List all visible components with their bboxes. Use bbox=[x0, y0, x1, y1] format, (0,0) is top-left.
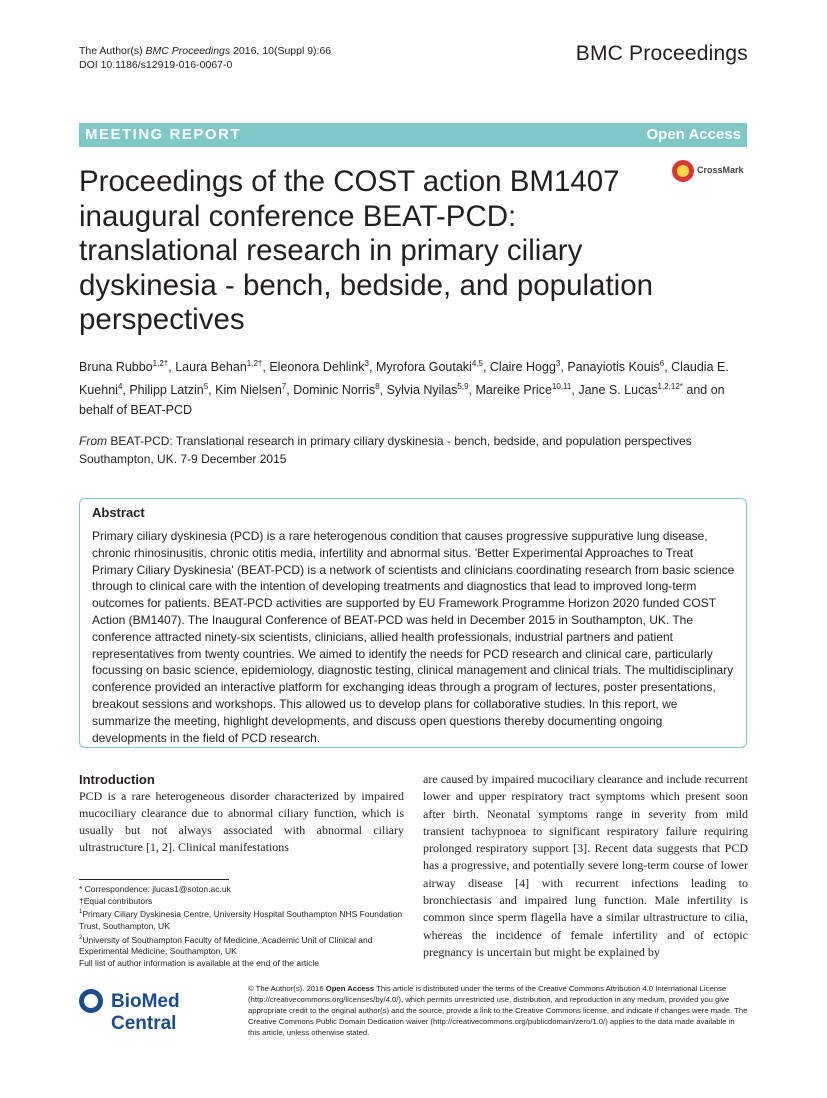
author-name: Eleonora Dehlink$^3$ bbox=[269, 359, 369, 375]
author-name: Claire Hogg$^3$ bbox=[489, 359, 561, 375]
citation bbox=[79, 44, 331, 72]
conference-location: Southampton, UK. 7-9 December 2015 bbox=[79, 452, 287, 466]
biomed-central-ring-icon bbox=[79, 989, 103, 1013]
author-name: Kim Nielsen$^7$ bbox=[215, 382, 287, 398]
author-name: Panayiotis Kouis$^6$ bbox=[567, 359, 665, 375]
footnotes bbox=[79, 884, 404, 970]
author-name: Laura Behan$^{1,2\dagger}$ bbox=[175, 359, 263, 375]
author-affiliation-marker: 1,2,12* bbox=[657, 382, 683, 392]
license-statement: © The Author(s). 2016 Open Access This article is distributed under the terms of the Creative Commons Attribution 4.0 International License (http://creativecommons.org/licenses/by/4.0/), which permits unrestricted use, distribution, and reproduction in any medium, provided you give appropriate credit to the original author(s) and the source, provide a link to the Creative Commons license, and indicate if changes were made. The Creative Commons Public Domain Dedication waiver (http://creativecommons.org/publicdomain/zero/1.0/) applies to the data made available in this article, unless otherwise stated. bbox=[248, 984, 748, 1037]
author-name: Sylvia Nyilas$^{5,9}$ bbox=[386, 382, 469, 398]
author-affiliation-marker: 4 bbox=[117, 382, 123, 392]
author-info-note: Full list of author information is available at the end of the article bbox=[79, 957, 320, 968]
author-affiliation-marker: 5 bbox=[203, 382, 209, 392]
body-column-left bbox=[79, 771, 404, 856]
author-list: Bruna Rubbo$^{1,2\dagger}$, Laura Behan$^{1,2\dagger}$, Eleonora Dehlink$^3$, Myrofora Goutaki$^{4,5}$, Claire Hogg$^3$, Panayiotis Kouis$^6$, Claudia E. Kuehni$^4$, Philipp Latzin$^5$, Kim Nielsen$^7$, Dominic Norris$^8$, Sylvia Nyilas$^{5,9}$, Mareike Price$^{10,11}$, Jane S. Lucas$^{1,2,12*}$ and on behalf of BEAT-PCD bbox=[79, 359, 729, 418]
abstract-heading: Abstract bbox=[92, 505, 145, 520]
publisher-logo[interactable] bbox=[79, 987, 239, 1034]
crossmark-icon bbox=[672, 160, 694, 182]
journal-name: BMC Proceedings bbox=[575, 42, 748, 65]
author-affiliation-marker: 3 bbox=[364, 359, 369, 368]
article-title: Proceedings of the COST action BM1407 inaugural conference BEAT-PCD: translational research in primary ciliary dyskinesia - bench, bedside, and population perspectives bbox=[79, 165, 654, 336]
article-type-banner bbox=[79, 123, 747, 147]
author-affiliation-marker: 6 bbox=[659, 359, 665, 368]
body-column-right: are caused by impaired mucociliary clearance and include recurrent lower and upper respiratory tract symptoms which present soon after birth. Neonatal symptoms range in severity from mild transient tachypnoea to significant respiratory failure requiring prolonged respiratory support [3]. Recent data suggests that PCD has a progressive, and potentially severe long-term course of lower airway disease [4] with recurrent infections leading to bronchiectasis and impaired lung function. Male infertility is common since sperm flagella have a similar ultrastructure to cilia, whereas the incidence of female infertility and of ectopic pregnancy is uncertain but might be explained by bbox=[423, 772, 748, 959]
equal-contributors-note: †Equal contributors bbox=[79, 895, 153, 906]
author-affiliation-marker: 4,5 bbox=[471, 359, 483, 368]
abstract-text: Primary ciliary dyskinesia (PCD) is a rare heterogenous condition that causes progressive suppurative lung disease, chronic rhinosinusitis, chronic otitis media, infertility and abnormal situs. 'Better Experimental Approaches to Treat Primary Ciliary Dyskinesia' (BEAT-PCD) is a network of scientists and clinicians coordinating research from basic science through to clinical care with the intention of developing treatments and diagnostics that lead to improved long-term outcomes for patients. BEAT-PCD activities are supported by EU Framework Programme Horizon 2020 funded COST Action (BM1407). The Inaugural Conference of BEAT-PCD was held in December 2015 in Southampton, UK. The conference attracted ninety-six scientists, clinicians, allied health professionals, industrial partners and patient representatives from twenty countries. We aimed to identify the needs for PCD research and clinical care, particularly focussing on basic science, epidemiology, diagnostic testing, clinical management and clinical trials. The multidisciplinary conference provided an interactive platform for exchanging ideas through a program of lectures, poster presentations, breakout sessions and workshops. This allowed us to develop plans for collaborative studies. In this report, we summarize the meeting, highlight developments, and discuss open questions thereby documenting ongoing developments in the field of PCD research. bbox=[92, 529, 735, 745]
publisher-logo-text: BioMed Central bbox=[111, 991, 180, 1034]
author-name: Philipp Latzin$^5$ bbox=[129, 382, 209, 398]
author-name: Claudia E. Kuehni$^4$ bbox=[79, 360, 729, 398]
article-type-label: MEETING REPORT bbox=[85, 126, 242, 143]
author-name: Bruna Rubbo$^{1,2\dagger}$ bbox=[79, 359, 169, 375]
affiliation-1: $^1$Primary Ciliary Dyskinesia Centre, University Hospital Southampton NHS Foundation Trust, Southampton, UK bbox=[79, 909, 403, 931]
author-name: Dominic Norris$^8$ bbox=[293, 382, 380, 398]
footnote-divider bbox=[79, 879, 229, 880]
affiliation-2: $^2$University of Southampton Faculty of Medicine, Academic Unit of Clinical and Experimental Medicine, Southampton, UK bbox=[79, 934, 373, 957]
author-affiliation-marker: 8 bbox=[375, 382, 380, 392]
conference-source: From BEAT-PCD: Translational research in primary ciliary dyskinesia - bench, bedside, and population perspectives Southampton, UK. 7-9 December 2015 bbox=[79, 432, 759, 468]
author-affiliation-marker: 5,9 bbox=[457, 382, 469, 392]
citation-journal: BMC Proceedings bbox=[145, 45, 231, 57]
author-affiliation-marker: 3 bbox=[555, 359, 561, 368]
author-affiliation-marker: 7 bbox=[281, 382, 287, 392]
author-affiliation-marker: 1,2† bbox=[152, 359, 169, 368]
author-name: Mareike Price$^{10,11}$ bbox=[475, 382, 572, 398]
citation-line-1: The Author(s) BMC Proceedings 2016, 10(Suppl 9):66 bbox=[79, 45, 332, 57]
author-affiliation-marker: 10,11 bbox=[551, 382, 572, 392]
citation-doi[interactable]: DOI 10.1186/s12919-016-0067-0 bbox=[79, 59, 233, 71]
author-list-tail: and on behalf of BEAT-PCD bbox=[79, 383, 725, 418]
open-access-label[interactable]: Open Access bbox=[646, 126, 741, 143]
author-name: Jane S. Lucas$^{1,2,12*}$ bbox=[578, 382, 683, 398]
author-affiliation-marker: 1,2† bbox=[246, 359, 263, 368]
crossmark-label: CrossMark bbox=[697, 165, 744, 175]
intro-paragraph-1: PCD is a rare heterogeneous disorder characterized by impaired mucociliary clearance due to abnormal ciliary function, which is usually but not always associated with abnormal ciliary ultrastructure [1, 2]. Clinical manifestations bbox=[79, 789, 404, 854]
correspondence-email[interactable]: * Correspondence: jlucas1@soton.ac.uk bbox=[79, 884, 231, 894]
abstract-box bbox=[79, 498, 747, 748]
crossmark-button[interactable] bbox=[672, 160, 752, 184]
section-heading-introduction: Introduction bbox=[79, 772, 155, 787]
author-name: Myrofora Goutaki$^{4,5}$ bbox=[375, 359, 483, 375]
